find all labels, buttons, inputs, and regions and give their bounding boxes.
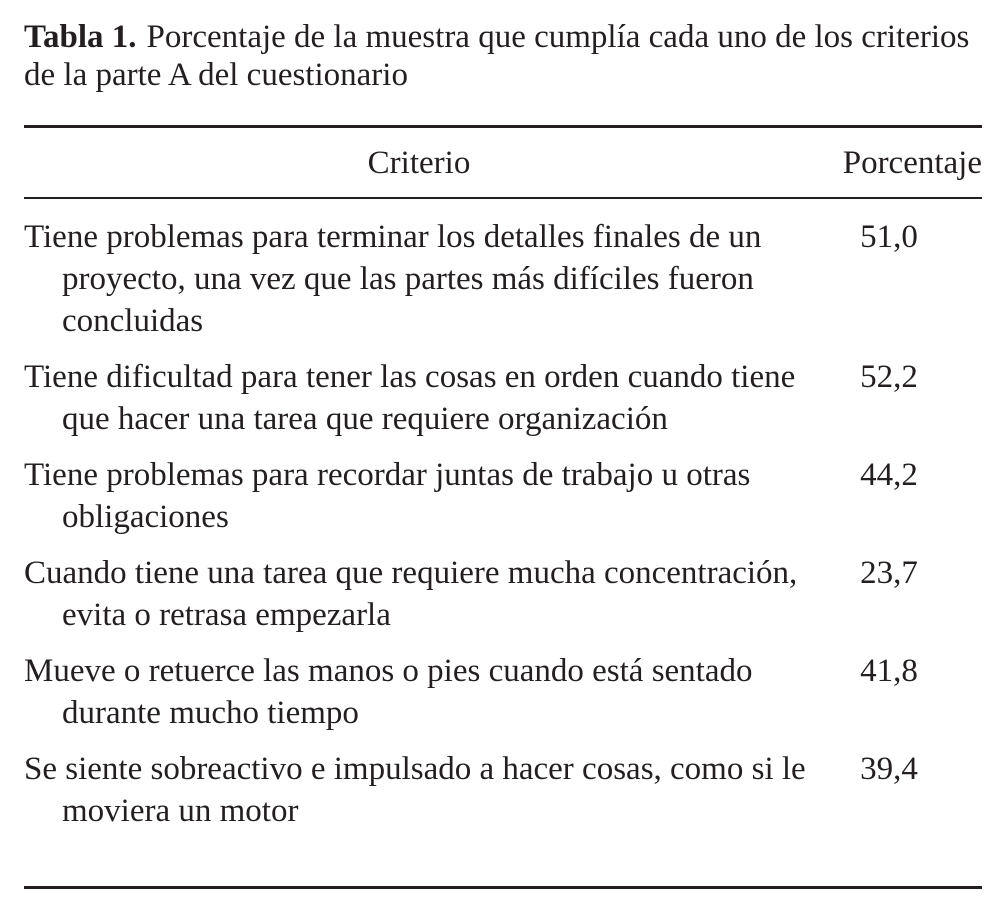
criterion-cell: Se siente sobreactivo e impulsado a hacer cosas, como si le moviera un motor <box>24 751 806 829</box>
table-row <box>24 216 982 342</box>
criterion-cell: Tiene problemas para terminar los detalles finales de un proyecto, una vez que las partes más difíciles fueron concluidas <box>24 219 762 339</box>
table-row <box>24 356 982 440</box>
table-row <box>24 650 982 734</box>
criterion-cell: Tiene dificultad para tener las cosas en orden cuando tiene que hacer una tarea que requiere organización <box>24 359 796 437</box>
table-bottom-rule <box>24 886 982 889</box>
table-row <box>24 454 982 538</box>
percentage-cell: 51,0 <box>860 219 918 255</box>
table-caption <box>24 18 984 94</box>
column-header-porcentaje: Porcentaje <box>842 145 982 181</box>
criterion-cell: Cuando tiene una tarea que requiere mucha concentración, evita o retrasa empezarla <box>24 555 798 633</box>
table-caption-text: Porcentaje de la muestra que cumplía cada uno de los criterios de la parte A del cuestionario <box>24 19 970 93</box>
column-header-criterio: Criterio <box>367 145 471 181</box>
percentage-cell: 39,4 <box>860 751 918 787</box>
percentage-cell: 44,2 <box>860 457 918 493</box>
table-body <box>24 216 982 846</box>
percentage-cell: 41,8 <box>860 653 918 689</box>
table-top-rule <box>24 125 982 128</box>
table-row <box>24 748 982 832</box>
criterion-cell: Mueve o retuerce las manos o pies cuando está sentado durante mucho tiempo <box>24 653 753 731</box>
table-caption-label: Tabla 1. <box>24 19 137 55</box>
table-header <box>24 142 982 184</box>
percentage-cell: 23,7 <box>860 555 918 591</box>
percentage-cell: 52,2 <box>860 359 918 395</box>
table-header-rule <box>24 197 982 199</box>
criterion-cell: Tiene problemas para recordar juntas de trabajo u otras obligaciones <box>24 457 751 535</box>
table-row <box>24 552 982 636</box>
